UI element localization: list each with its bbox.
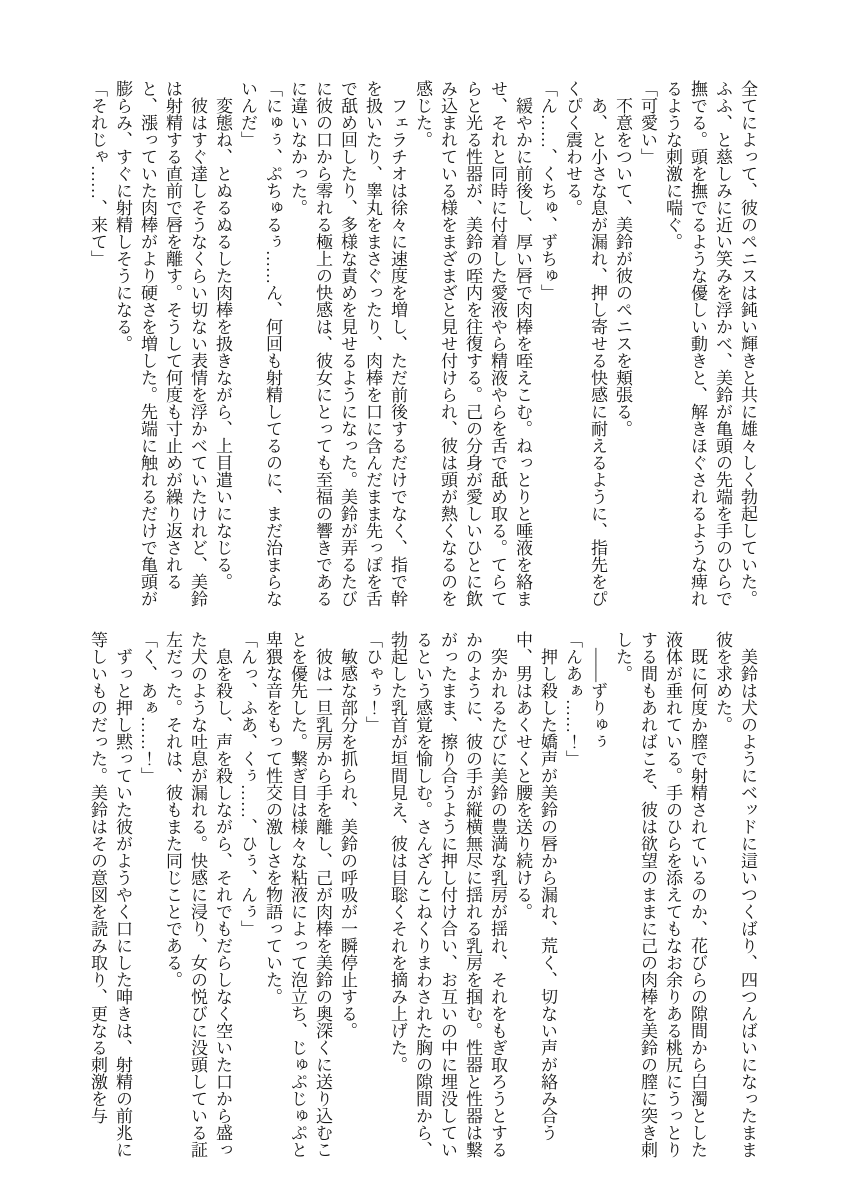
paragraph: フェラチオは徐々に速度を増し、ただ前後するだけでなく、指で幹を扱いたり、睾丸をまさぐったり、肉棒を口に含んだまま先っぽを舌で舐め回したり、多様な責めを見せるようになった。美鈴が弄るたびに彼の口から零れる極上の快感は、彼女にとっても至福の響きであるに違いなかった。 (288, 80, 407, 607)
paragraph: 敏感な部分を抓られ、美鈴の呼吸が一瞬停止する。 (338, 631, 357, 1039)
paragraph: 突かれるたびに美鈴の豊満な乳房が揺れ、それをもぎ取ろうとするかのように、彼の手が縦横無尽に揺れる乳房を掴む。性器と性器は繋がったまま、擦り合うように押し付け合い、お互いの中に埋没しているという感覚を愉しむ。さんざんこねくりまわされた胸の隙間から、勃起した乳首が垣間見え、彼は目聡くそれを摘み上げた。 (388, 631, 507, 1158)
paragraph: 「んっ、ふあ、くぅ……、ひぅ、んぅ」 (238, 631, 257, 937)
paragraph: あ、と小さな息が漏れ、押し寄せる快感に耐えるように、指先をぴくぴく震わせる。 (563, 80, 607, 607)
paragraph: 全てによって、彼のペニスは鈍い輝きと共に雄々しく勃起していた。ふふ、と慈しみに近い笑みを浮かべ、美鈴が亀頭の先端を手のひらで撫でる。頭を撫でるような優しい動きと、解きほぐされるような痺れるような刺激に喘ぐ。 (663, 80, 757, 607)
paragraph: 変態ね、とぬるぬるした肉棒を扱きながら、上目遣いになじる。 (213, 80, 232, 590)
paragraph: 「ん……、くちゅ、ずちゅ」 (538, 80, 557, 301)
paragraph: 不意をついて、美鈴が彼のペニスを頬張る。 (613, 80, 632, 437)
paragraph: ずっと押し黙っていた彼がようやく口にした呻きは、射精の前兆に等しいものだった。美鈴はその意図を読み取り、更なる刺激を与 (88, 631, 132, 1158)
paragraph: 彼は一旦乳房から手を離し、己が肉棒を美鈴の奥深くに送り込むことを優先した。繋ぎ目は様々な粘液によって泡立ち、じゅぷじゅぷと卑猥な音をもって性交の激しさを物語っていた。 (263, 631, 332, 1158)
paragraph: 押し殺した嬌声が美鈴の唇から漏れ、荒く、切ない声が絡み合う中、男はあくせくと腰を送り続ける。 (513, 631, 557, 1141)
paragraph: 息を殺し、声を殺しながら、それでもだらしなく空いた口から盛った犬のような吐息が漏れる。快感に浸り、女の悦びに没頭している証左だった。それは、彼もまた同じことである。 (163, 631, 232, 1158)
paragraph: 「く、あぁ……！」 (138, 631, 157, 784)
text-block-bottom (85, 631, 760, 1159)
paragraph: 緩やかに前後し、厚い唇で肉棒を咥えこむ。ねっとりと唾液を絡ませ、それと同時に付着した愛液やら精液やらを舌で舐め取る。てらてらと光る性器が、美鈴の咥内を往復する。己の分身が愛しいひとに飲み込まれている様をまざまざと見せ付けられ、彼は頭が熱くなるのを感じた。 (413, 80, 532, 607)
paragraph: 「んあぁ……！」 (563, 631, 582, 767)
paragraph: 美鈴は犬のようにベッドに這いつくばり、四つんばいになったまま彼を求めた。 (713, 631, 757, 1158)
paragraph: 「それじゃ……、来て」 (88, 80, 107, 267)
paragraph: ――ずりゅぅ (588, 631, 607, 750)
paragraph: 「にゅぅ、ぷちゅるぅ……ん、何回も射精してるのに、まだ治まらないんだ」 (238, 80, 282, 607)
paragraph: 「可愛い」 (638, 80, 657, 165)
text-block-top (85, 80, 760, 608)
paragraph: 彼はすぐ達しそうなくらい切ない表情を浮かべていたけれど、美鈴は射精する直前で唇を離す。そうして何度も寸止めが繰り返されると、漲っていた肉棒がより硬さを増した。先端に触れるだけで亀頭が膨らみ、すぐに射精しそうになる。 (113, 80, 207, 607)
paragraph: 「ひゃぅ！」 (363, 631, 382, 733)
paragraph: 既に何度か膣で射精されているのか、花びらの隙間から白濁とした液体が垂れている。手のひらを添えてもなお余りある桃尻にうっとりする間もあればこそ、彼は欲望のままに己の肉棒を美鈴の膣に突き刺した。 (613, 631, 707, 1158)
